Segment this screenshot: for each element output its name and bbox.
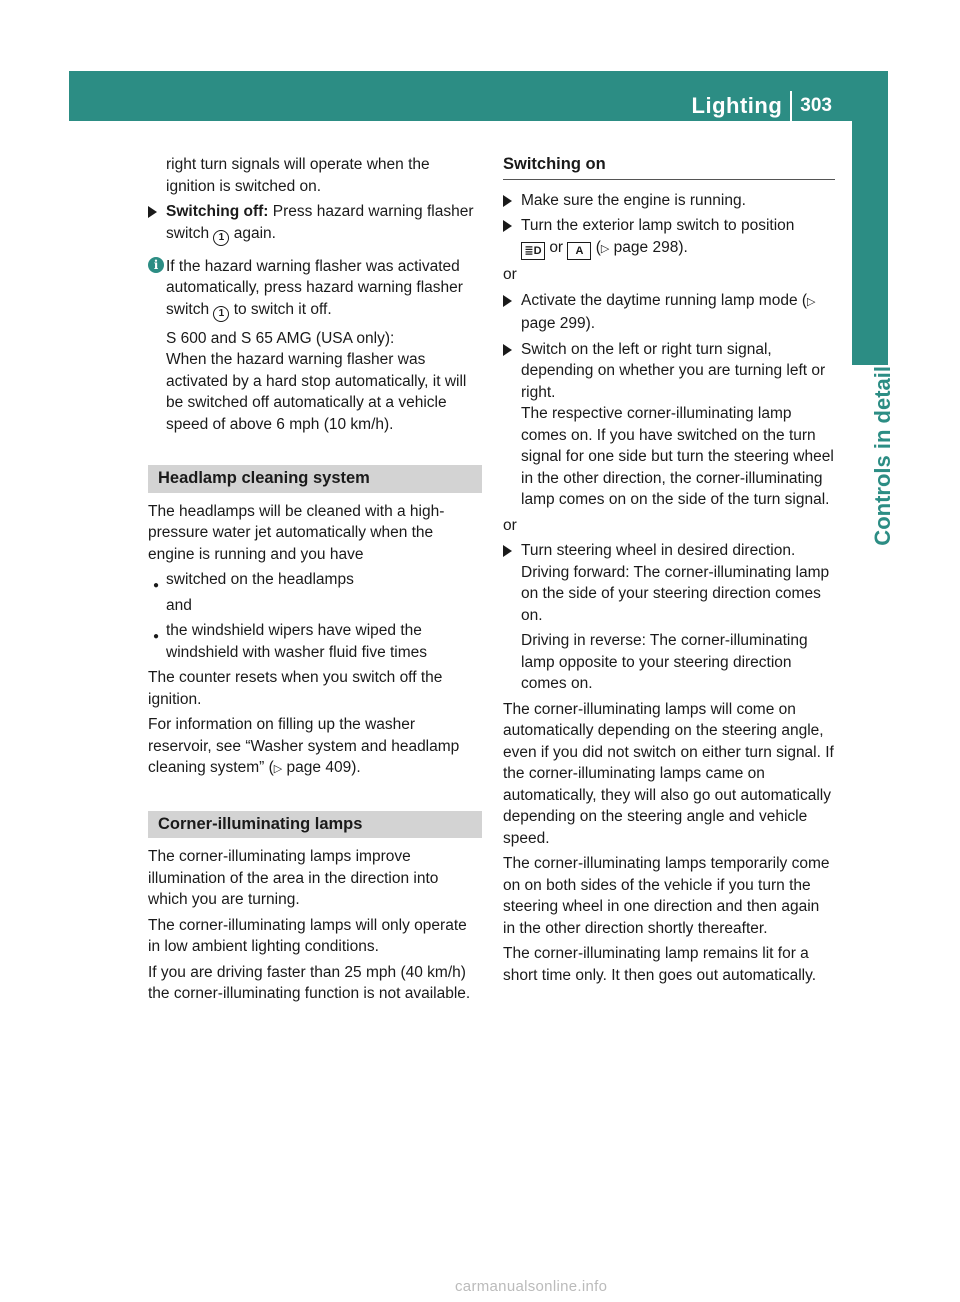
page-number: 303	[800, 95, 832, 116]
page-reference[interactable]: page 299).	[521, 315, 596, 332]
arrow-icon	[503, 295, 512, 307]
section-heading-text: Corner-illuminating lamps	[158, 814, 363, 833]
page-ref-arrow-icon: ▷	[807, 295, 816, 308]
paragraph: The headlamps will be cleaned with a high-pressure water jet automatically when the engine is running and you have	[148, 502, 445, 563]
subsection-heading: Switching on	[503, 154, 835, 180]
paragraph: The corner-illuminating lamps will only operate in low ambient lighting conditions.	[148, 916, 467, 955]
page-ref-arrow-icon: ▷	[273, 763, 283, 775]
bullet-item	[148, 569, 482, 591]
info-text-b: to switch it off.	[233, 300, 332, 318]
step-result: The respective corner-illuminating lamp comes on. If you have switched on the turn signal for one side but turn the steering wheel in the other direction, the corner-illuminating lamp comes on on the side of the turn signal.	[521, 405, 834, 508]
info-note	[148, 256, 482, 436]
page-reference[interactable]: page 298).	[613, 238, 688, 256]
step-text: Switch on the left or right turn signal, depending on whether you are turning left or right.	[521, 340, 826, 401]
bullet-icon: ●	[153, 580, 160, 591]
paragraph: right turn signals will operate when the ignition is switched on.	[166, 156, 430, 195]
info-s600-text: When the hazard warning flasher was activated by a hard stop automatically, it will be switched off automatically at a vehicle speed of above 6 mph (10 km/h).	[166, 351, 467, 433]
arrow-icon	[503, 195, 512, 207]
instruction-step	[148, 201, 482, 246]
auto-lamp-icon: A	[567, 242, 591, 260]
paragraph: The corner-illuminating lamps will come on automatically depending on the steering angle, even if you did not switch on either turn signal. If the corner-illuminating lamps came on automatically, they will also go out automatically depending on the steering angle and vehicle speed.	[503, 700, 834, 847]
arrow-icon	[503, 220, 512, 232]
info-text	[166, 256, 482, 322]
step-text: Activate the daytime running lamp mode (	[521, 291, 808, 309]
paragraph: and	[166, 596, 192, 614]
paragraph	[148, 714, 482, 781]
instruction-step	[503, 290, 835, 335]
watermark: carmanualsonline.info	[455, 1278, 608, 1295]
step-text: Press hazard warning flasher switch	[166, 203, 474, 242]
section-heading	[148, 811, 482, 839]
or-separator: or	[503, 266, 517, 283]
info-s600-head: S 600 and S 65 AMG (USA only):	[166, 329, 395, 347]
left-column	[148, 154, 482, 1009]
bullet-item	[148, 620, 482, 663]
or-separator: or	[503, 516, 517, 534]
paragraph-text: For information on filling up the washer reservoir, see “Washer system and headlamp cleaning system” (	[148, 716, 460, 776]
instruction-step: Turn the exterior lamp switch to position ≣D or A (▷ page 298).	[503, 215, 835, 260]
page-ref-arrow-icon: ▷	[600, 242, 610, 255]
instruction-step	[503, 190, 835, 212]
step-text: again.	[233, 224, 276, 242]
bullet-icon: ●	[153, 631, 160, 642]
side-tab	[852, 120, 888, 365]
instruction-step	[503, 339, 835, 511]
info-icon: i	[148, 257, 164, 273]
paragraph: The counter resets when you switch off the ignition.	[148, 669, 443, 708]
section-heading	[148, 465, 482, 493]
info-text-a: If the hazard warning flasher was activated automatically, press hazard warning flasher switch	[166, 257, 463, 318]
instruction-step	[503, 540, 835, 626]
or-word: or	[549, 238, 564, 256]
step-label: Switching off:	[166, 203, 269, 220]
right-column	[503, 154, 835, 990]
number-circle-icon: 1	[213, 230, 229, 246]
number-circle-icon: 1	[213, 306, 229, 322]
step-text: Turn the exterior lamp switch to position	[521, 217, 795, 234]
step-text: Turn steering wheel in desired direction.	[521, 542, 796, 559]
section-title: Lighting	[691, 93, 783, 118]
arrow-icon	[148, 206, 157, 218]
page-header	[692, 91, 832, 121]
paragraph: The corner-illuminating lamp remains lit for a short time only. It then goes out automatically.	[503, 945, 817, 984]
bullet-text: the windshield wipers have wiped the windshield with washer fluid five times	[166, 622, 428, 661]
chapter-label: Controls in detail	[870, 366, 895, 546]
section-heading-text: Headlamp cleaning system	[158, 469, 370, 487]
arrow-icon	[503, 545, 512, 557]
info-s600	[166, 328, 482, 436]
low-beam-icon: ≣D	[521, 242, 545, 260]
page-reference[interactable]: page 409).	[286, 759, 361, 776]
bullet-text: switched on the headlamps	[166, 571, 354, 588]
arrow-icon	[503, 344, 512, 356]
step-result: Driving in reverse: The corner-illuminating lamp opposite to your steering direction comes on.	[521, 632, 808, 692]
paragraph: The corner-illuminating lamps temporarily come on on both sides of the vehicle if you turn the steering wheel in one direction and then again in the other direction shortly thereafter.	[503, 855, 830, 937]
paragraph: The corner-illuminating lamps improve illumination of the area in the direction into which you are turning.	[148, 848, 439, 908]
paragraph: If you are driving faster than 25 mph (40 km/h) the corner-illuminating function is not available.	[148, 963, 471, 1002]
step-text: Make sure the engine is running.	[521, 191, 746, 209]
step-result: Driving forward: The corner-illuminating lamp on the side of your steering direction comes on.	[521, 563, 830, 624]
